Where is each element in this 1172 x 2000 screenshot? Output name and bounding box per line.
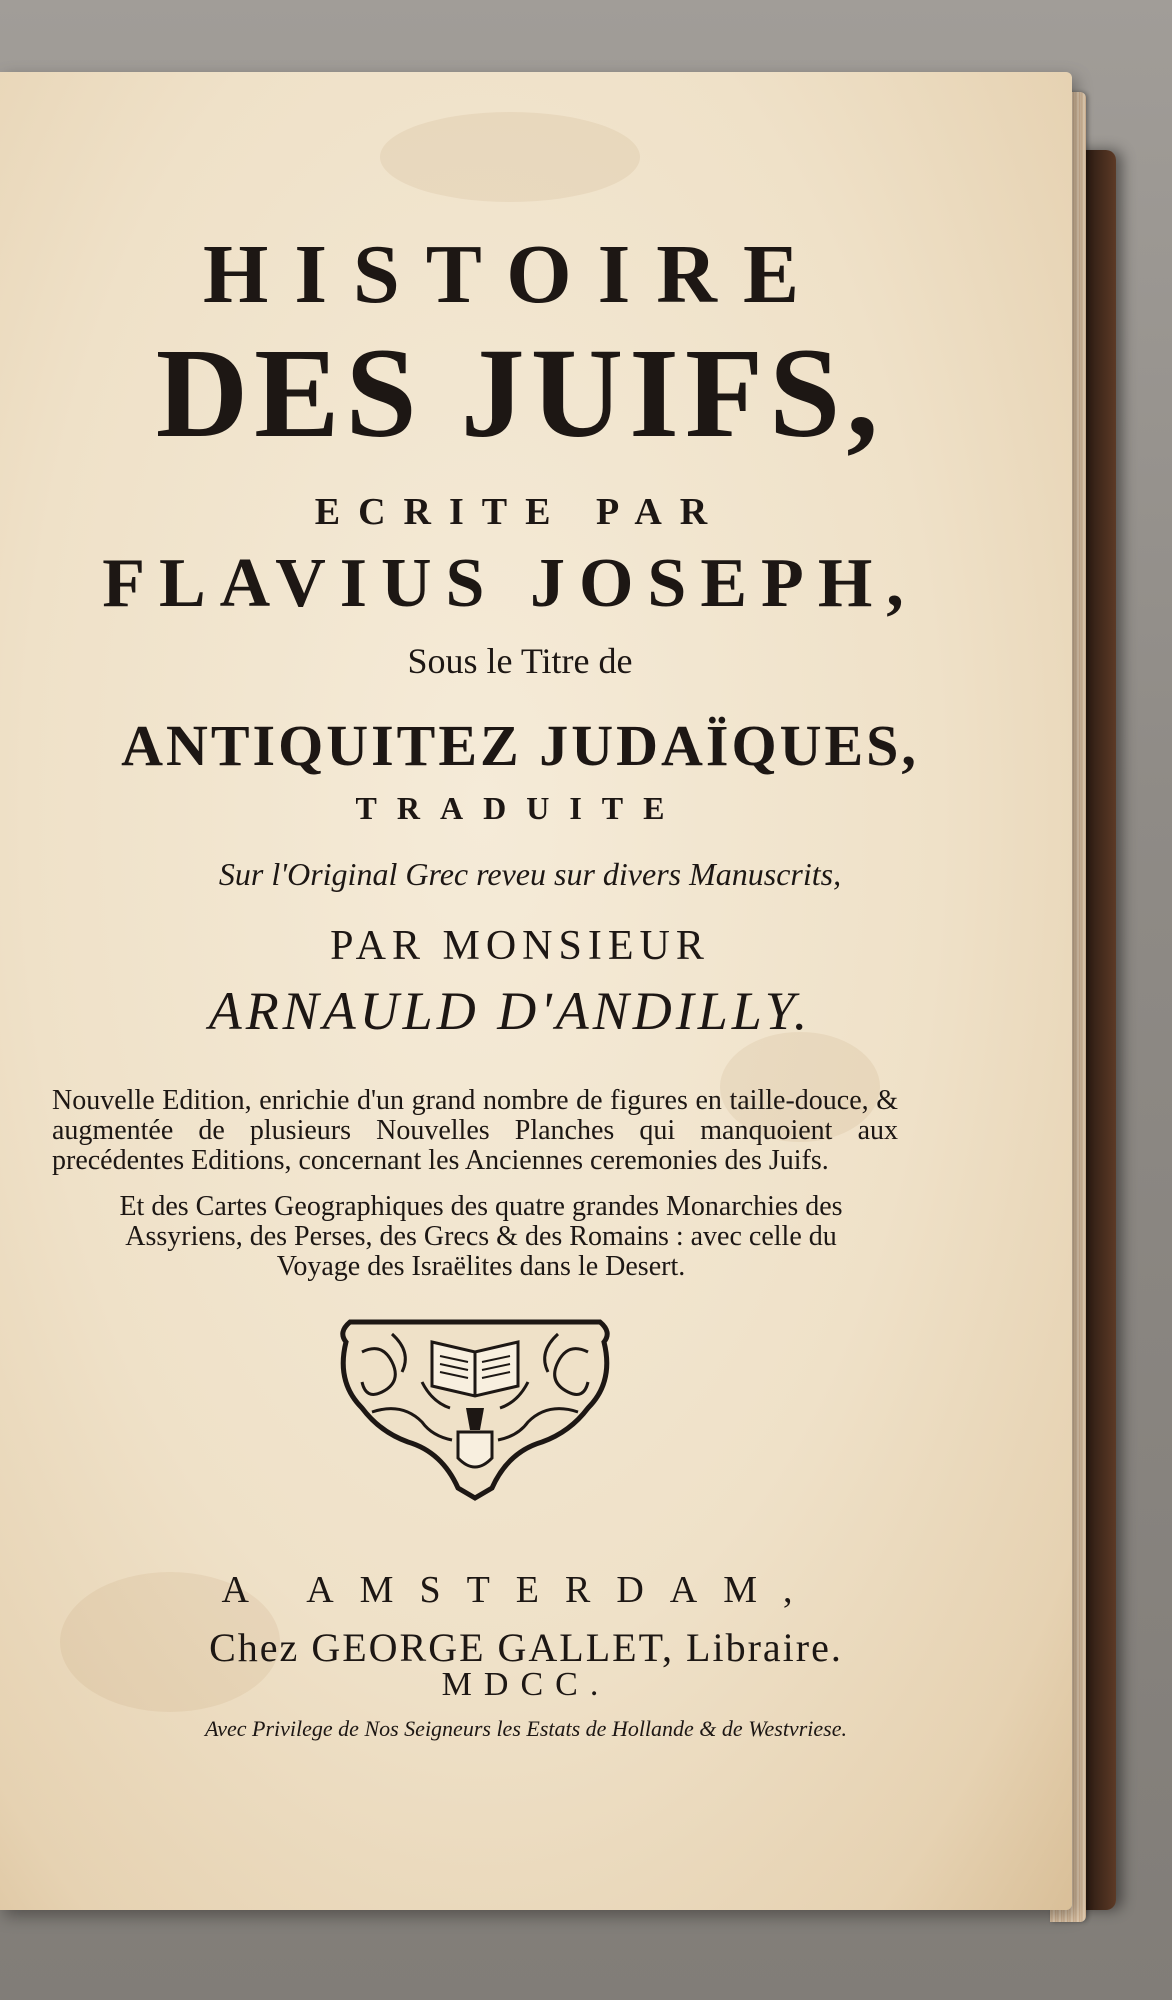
translation-label: TRADUITE: [355, 790, 685, 826]
imprint-year: MDCC.: [441, 1666, 611, 1703]
imprint-city: A AMSTERDAM,: [221, 1569, 819, 1611]
imprint-publisher: Chez GEORGE GALLET, Libraire.: [209, 1625, 843, 1670]
edition-note: Nouvelle Edition, enrichie d'un grand nombre de figures en taille-douce, & augmentée de plusieurs Nouvelles Planches qui manquoient aux precédentes Editions, concernant les Anciennes ceremonies des Juifs.: [52, 1085, 898, 1176]
title-line-des-juifs: DES JUIFS,: [155, 322, 885, 464]
subtitle-antiquitez: ANTIQUITEZ JUDAÏQUES,: [121, 713, 919, 778]
title-line-ecrite-par: ECRITE PAR: [314, 491, 726, 533]
privilege-note: Avec Privilege de Nos Seigneurs les Estats de Hollande & de Westvriese.: [205, 1716, 847, 1741]
maps-note: Et des Cartes Geographiques des quatre grandes Monarchies des Assyriens, des Perses, des Grecs & des Romains : avec celle du Voyage des Israëlites dans le Desert.: [119, 1191, 843, 1282]
translator-intro: PAR MONSIEUR: [330, 923, 710, 969]
paper-stain: [380, 112, 640, 202]
open-book-vignette-icon: [332, 1312, 618, 1502]
author-name: FLAVIUS JOSEPH,: [102, 545, 918, 622]
translator-name: ARNAULD D'ANDILLY.: [208, 981, 812, 1041]
title-line-histoire: HISTOIRE: [203, 228, 825, 321]
subtitle-intro: Sous le Titre de: [407, 641, 633, 681]
translation-source: Sur l'Original Grec reveu sur divers Manuscrits,: [218, 856, 842, 892]
